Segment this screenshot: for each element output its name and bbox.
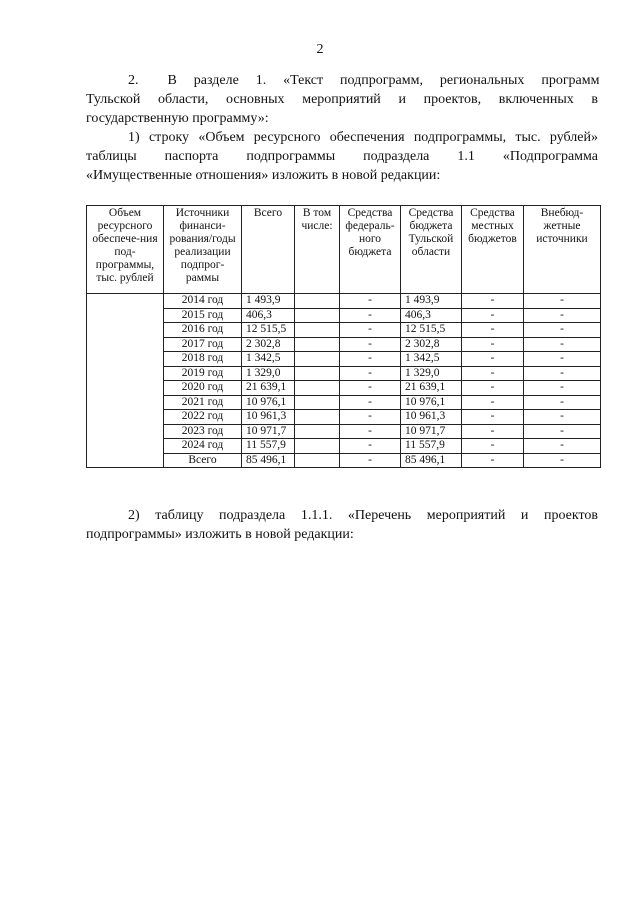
federal-cell: - bbox=[340, 294, 401, 309]
year-cell: 2014 год bbox=[164, 294, 242, 309]
table-header-row bbox=[87, 206, 601, 294]
including-cell bbox=[295, 424, 340, 439]
item-2-paragraph bbox=[86, 506, 598, 544]
section-2-text: В разделе 1. «Текст подпрограмм, региональных программ bbox=[167, 73, 600, 88]
header-local: Средства местных бюджетов bbox=[462, 206, 524, 294]
extrabudget-cell: - bbox=[524, 424, 601, 439]
extrabudget-cell: - bbox=[524, 294, 601, 309]
item-2-line-1: 2) таблицу подраздела 1.1.1. «Перечень мероприятий и проектов bbox=[128, 508, 598, 523]
federal-cell: - bbox=[340, 395, 401, 410]
total-cell: 12 515,5 bbox=[242, 323, 295, 338]
table-row bbox=[87, 424, 601, 439]
table-row bbox=[87, 453, 601, 468]
including-cell bbox=[295, 439, 340, 454]
including-cell bbox=[295, 352, 340, 367]
header-federal: Средства федераль-ного бюджета bbox=[340, 206, 401, 294]
federal-cell: - bbox=[340, 424, 401, 439]
item-1-line-3: «Имущественные отношения» изложить в новой редакции: bbox=[86, 168, 441, 183]
header-extrabudget: Внебюд-жетные источники bbox=[524, 206, 601, 294]
federal-cell: - bbox=[340, 323, 401, 338]
including-cell bbox=[295, 294, 340, 309]
header-sources: Источники финанси-рования/годы реализации подпрог-раммы bbox=[164, 206, 242, 294]
table-row bbox=[87, 308, 601, 323]
total-cell: 2 302,8 bbox=[242, 337, 295, 352]
item-2-line-2: подпрограммы» изложить в новой редакции: bbox=[86, 527, 354, 542]
table-row bbox=[87, 410, 601, 425]
page-number: 2 bbox=[316, 42, 324, 57]
federal-cell: - bbox=[340, 352, 401, 367]
table-row bbox=[87, 337, 601, 352]
total-cell: 10 971,7 bbox=[242, 424, 295, 439]
section-2-line-3: государственную программу»: bbox=[86, 111, 269, 126]
year-cell: 2016 год bbox=[164, 323, 242, 338]
local-cell: - bbox=[462, 381, 524, 396]
year-cell: 2023 год bbox=[164, 424, 242, 439]
year-cell: 2021 год bbox=[164, 395, 242, 410]
federal-cell: - bbox=[340, 366, 401, 381]
year-cell: 2022 год bbox=[164, 410, 242, 425]
table-row bbox=[87, 323, 601, 338]
extrabudget-cell: - bbox=[524, 453, 601, 468]
including-cell bbox=[295, 337, 340, 352]
total-cell: 21 639,1 bbox=[242, 381, 295, 396]
table-row bbox=[87, 366, 601, 381]
local-cell: - bbox=[462, 366, 524, 381]
extrabudget-cell: - bbox=[524, 410, 601, 425]
extrabudget-cell: - bbox=[524, 308, 601, 323]
local-cell: - bbox=[462, 308, 524, 323]
extrabudget-cell: - bbox=[524, 337, 601, 352]
regional-cell: 406,3 bbox=[401, 308, 462, 323]
section-2-line-1 bbox=[86, 71, 598, 90]
local-cell: - bbox=[462, 352, 524, 367]
regional-cell: 10 971,7 bbox=[401, 424, 462, 439]
table-row bbox=[87, 439, 601, 454]
item-1-paragraph bbox=[86, 128, 598, 185]
extrabudget-cell: - bbox=[524, 366, 601, 381]
federal-cell: - bbox=[340, 337, 401, 352]
federal-cell: - bbox=[340, 381, 401, 396]
total-cell: 10 976,1 bbox=[242, 395, 295, 410]
extrabudget-cell: - bbox=[524, 381, 601, 396]
section-2-line-2: Тульской области, основных мероприятий и проектов, включенных в bbox=[86, 92, 598, 107]
local-cell: - bbox=[462, 424, 524, 439]
regional-cell: 2 302,8 bbox=[401, 337, 462, 352]
total-cell: 85 496,1 bbox=[242, 453, 295, 468]
total-cell: 1 342,5 bbox=[242, 352, 295, 367]
table-row bbox=[87, 381, 601, 396]
total-cell: 1 329,0 bbox=[242, 366, 295, 381]
item-1-line-1: 1) строку «Объем ресурсного обеспечения подпрограммы, тыс. рублей» bbox=[128, 130, 598, 145]
regional-cell: 10 976,1 bbox=[401, 395, 462, 410]
regional-cell: 12 515,5 bbox=[401, 323, 462, 338]
local-cell: - bbox=[462, 410, 524, 425]
resource-table bbox=[86, 205, 601, 468]
table-row bbox=[87, 352, 601, 367]
local-cell: - bbox=[462, 439, 524, 454]
table-row bbox=[87, 294, 601, 309]
total-cell: 10 961,3 bbox=[242, 410, 295, 425]
regional-cell: 1 329,0 bbox=[401, 366, 462, 381]
local-cell: - bbox=[462, 323, 524, 338]
total-cell: 406,3 bbox=[242, 308, 295, 323]
extrabudget-cell: - bbox=[524, 323, 601, 338]
local-cell: - bbox=[462, 453, 524, 468]
year-cell: 2018 год bbox=[164, 352, 242, 367]
year-cell: 2015 год bbox=[164, 308, 242, 323]
regional-cell: 85 496,1 bbox=[401, 453, 462, 468]
extrabudget-cell: - bbox=[524, 352, 601, 367]
section-2-number: 2. bbox=[128, 73, 139, 88]
header-including: В том числе: bbox=[295, 206, 340, 294]
year-cell: 2017 год bbox=[164, 337, 242, 352]
year-cell: 2024 год bbox=[164, 439, 242, 454]
including-cell bbox=[295, 410, 340, 425]
table-row bbox=[87, 395, 601, 410]
regional-cell: 10 961,3 bbox=[401, 410, 462, 425]
header-regional: Средства бюджета Тульской области bbox=[401, 206, 462, 294]
header-total: Всего bbox=[242, 206, 295, 294]
extrabudget-cell: - bbox=[524, 395, 601, 410]
including-cell bbox=[295, 366, 340, 381]
local-cell: - bbox=[462, 294, 524, 309]
regional-cell: 1 342,5 bbox=[401, 352, 462, 367]
section-2-paragraph bbox=[86, 71, 598, 128]
year-cell: 2019 год bbox=[164, 366, 242, 381]
regional-cell: 21 639,1 bbox=[401, 381, 462, 396]
federal-cell: - bbox=[340, 410, 401, 425]
year-cell: 2020 год bbox=[164, 381, 242, 396]
local-cell: - bbox=[462, 395, 524, 410]
header-volume: Объем ресурсного обеспече-ния под-программы, тыс. рублей bbox=[87, 206, 164, 294]
regional-cell: 11 557,9 bbox=[401, 439, 462, 454]
federal-cell: - bbox=[340, 308, 401, 323]
total-cell: 1 493,9 bbox=[242, 294, 295, 309]
item-1-line-2: таблицы паспорта подпрограммы подраздела 1.1 «Подпрограмма bbox=[86, 149, 598, 164]
year-cell: Всего bbox=[164, 453, 242, 468]
federal-cell: - bbox=[340, 439, 401, 454]
including-cell bbox=[295, 381, 340, 396]
local-cell: - bbox=[462, 337, 524, 352]
including-cell bbox=[295, 323, 340, 338]
including-cell bbox=[295, 395, 340, 410]
extrabudget-cell: - bbox=[524, 439, 601, 454]
table-body bbox=[87, 294, 601, 468]
volume-merged-cell bbox=[87, 294, 164, 468]
including-cell bbox=[295, 308, 340, 323]
including-cell bbox=[295, 453, 340, 468]
total-cell: 11 557,9 bbox=[242, 439, 295, 454]
regional-cell: 1 493,9 bbox=[401, 294, 462, 309]
federal-cell: - bbox=[340, 453, 401, 468]
